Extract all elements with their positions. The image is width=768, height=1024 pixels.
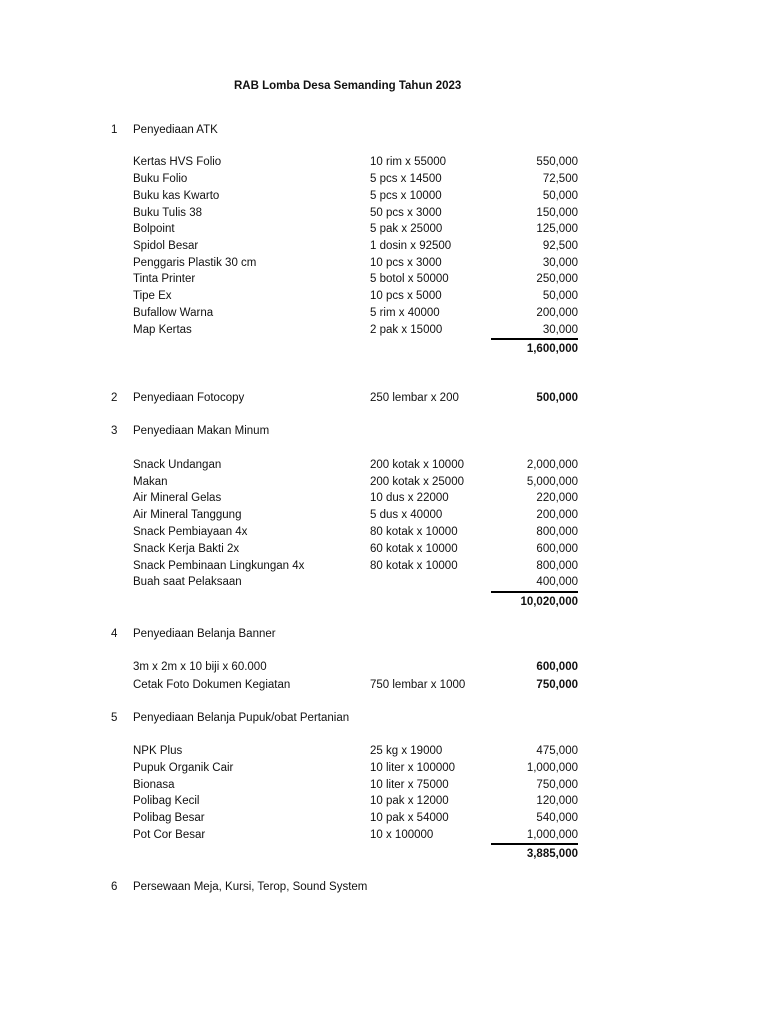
- item-amount: 600,000: [536, 543, 578, 555]
- section-number: 6: [111, 881, 118, 893]
- item-qty: 5 rim x 40000: [370, 307, 440, 319]
- item-name: Pupuk Organik Cair: [133, 762, 234, 774]
- item-amount: 1,000,000: [526, 762, 578, 774]
- item-amount: 800,000: [536, 526, 578, 538]
- item-amount: 800,000: [536, 560, 578, 572]
- section-number: 2: [111, 392, 118, 404]
- item-amount: 30,000: [542, 324, 578, 336]
- item-name: Snack Pembinaan Lingkungan 4x: [133, 560, 305, 572]
- section-heading: Penyediaan Fotocopy: [133, 392, 245, 404]
- item-name: Buku kas Kwarto: [133, 190, 220, 202]
- item-qty: 10 liter x 100000: [370, 762, 456, 774]
- item-name: Air Mineral Gelas: [133, 492, 222, 504]
- item-amount: 1,000,000: [526, 829, 578, 841]
- item-name: Snack Pembiayaan 4x: [133, 526, 248, 538]
- item-qty: 10 pcs x 5000: [370, 290, 442, 302]
- item-qty: 10 rim x 55000: [370, 156, 447, 168]
- section-heading: Penyediaan Belanja Banner: [133, 628, 276, 640]
- section-total: 1,600,000: [526, 343, 578, 355]
- item-amount: 2,000,000: [526, 459, 578, 471]
- item-name: Polibag Kecil: [133, 795, 200, 807]
- subtotal-rule: [491, 338, 578, 340]
- item-qty: 5 botol x 50000: [370, 273, 449, 285]
- section-heading: Penyediaan ATK: [133, 124, 218, 136]
- item-qty: 10 pak x 12000: [370, 795, 449, 807]
- item-amount: 250,000: [536, 273, 578, 285]
- item-name: Bolpoint: [133, 223, 175, 235]
- item-qty: 5 pcs x 10000: [370, 190, 442, 202]
- item-qty: 750 lembar x 1000: [370, 679, 466, 691]
- subtotal-rule: [491, 591, 578, 593]
- item-qty: 250 lembar x 200: [370, 392, 459, 404]
- item-name: Polibag Besar: [133, 812, 205, 824]
- item-qty: 2 pak x 15000: [370, 324, 443, 336]
- section-heading: Persewaan Meja, Kursi, Terop, Sound System: [133, 881, 368, 893]
- item-amount: 50,000: [542, 190, 578, 202]
- item-name: Air Mineral Tanggung: [133, 509, 242, 521]
- item-qty: 10 x 100000: [370, 829, 434, 841]
- subtotal-rule: [491, 843, 578, 845]
- item-qty: 25 kg x 19000: [370, 745, 443, 757]
- item-amount: 72,500: [542, 173, 578, 185]
- item-qty: 10 liter x 75000: [370, 779, 449, 791]
- item-qty: 5 dus x 40000: [370, 509, 443, 521]
- item-name: Map Kertas: [133, 324, 192, 336]
- item-amount: 550,000: [536, 156, 578, 168]
- item-amount: 750,000: [536, 779, 578, 791]
- section-heading: Penyediaan Belanja Pupuk/obat Pertanian: [133, 712, 350, 724]
- item-amount: 220,000: [536, 492, 578, 504]
- document-title: RAB Lomba Desa Semanding Tahun 2023: [234, 80, 462, 92]
- item-qty: 200 kotak x 25000: [370, 476, 464, 488]
- item-qty: 80 kotak x 10000: [370, 560, 458, 572]
- section-number: 4: [111, 628, 118, 640]
- section-number: 1: [111, 124, 118, 136]
- item-qty: 5 pcs x 14500: [370, 173, 442, 185]
- item-amount: 200,000: [536, 509, 578, 521]
- item-name: Makan: [133, 476, 168, 488]
- item-qty: 10 dus x 22000: [370, 492, 449, 504]
- section-total: 10,020,000: [520, 596, 578, 608]
- item-amount: 400,000: [536, 576, 578, 588]
- item-amount: 5,000,000: [526, 476, 578, 488]
- section-number: 3: [111, 425, 118, 437]
- item-qty: 200 kotak x 10000: [370, 459, 464, 471]
- item-name: Kertas HVS Folio: [133, 156, 222, 168]
- item-amount: 750,000: [536, 679, 578, 691]
- item-name: Tinta Printer: [133, 273, 196, 285]
- item-qty: 10 pcs x 3000: [370, 257, 442, 269]
- item-qty: 80 kotak x 10000: [370, 526, 458, 538]
- item-name: Buah saat Pelaksaan: [133, 576, 242, 588]
- item-name: NPK Plus: [133, 745, 183, 757]
- section-number: 5: [111, 712, 118, 724]
- item-name: Pot Cor Besar: [133, 829, 206, 841]
- item-name: Snack Kerja Bakti 2x: [133, 543, 240, 555]
- item-amount: 150,000: [536, 207, 578, 219]
- item-amount: 125,000: [536, 223, 578, 235]
- item-name: Penggaris Plastik 30 cm: [133, 257, 257, 269]
- item-qty: 1 dosin x 92500: [370, 240, 452, 252]
- item-qty: 60 kotak x 10000: [370, 543, 458, 555]
- item-amount: 50,000: [542, 290, 578, 302]
- item-amount: 475,000: [536, 745, 578, 757]
- item-name: Bionasa: [133, 779, 175, 791]
- item-name: Spidol Besar: [133, 240, 199, 252]
- item-amount: 30,000: [542, 257, 578, 269]
- item-amount: 120,000: [536, 795, 578, 807]
- section-total: 500,000: [536, 392, 578, 404]
- item-name: Buku Tulis 38: [133, 207, 203, 219]
- item-name: Bufallow Warna: [133, 307, 214, 319]
- item-name: 3m x 2m x 10 biji x 60.000: [133, 661, 267, 673]
- item-amount: 92,500: [542, 240, 578, 252]
- item-name: Cetak Foto Dokumen Kegiatan: [133, 679, 291, 691]
- item-amount: 600,000: [536, 661, 578, 673]
- item-amount: 200,000: [536, 307, 578, 319]
- item-qty: 10 pak x 54000: [370, 812, 449, 824]
- item-amount: 540,000: [536, 812, 578, 824]
- section-heading: Penyediaan Makan Minum: [133, 425, 270, 437]
- item-name: Tipe Ex: [133, 290, 172, 302]
- item-qty: 5 pak x 25000: [370, 223, 443, 235]
- item-name: Buku Folio: [133, 173, 188, 185]
- item-qty: 50 pcs x 3000: [370, 207, 442, 219]
- section-total: 3,885,000: [526, 848, 578, 860]
- item-name: Snack Undangan: [133, 459, 222, 471]
